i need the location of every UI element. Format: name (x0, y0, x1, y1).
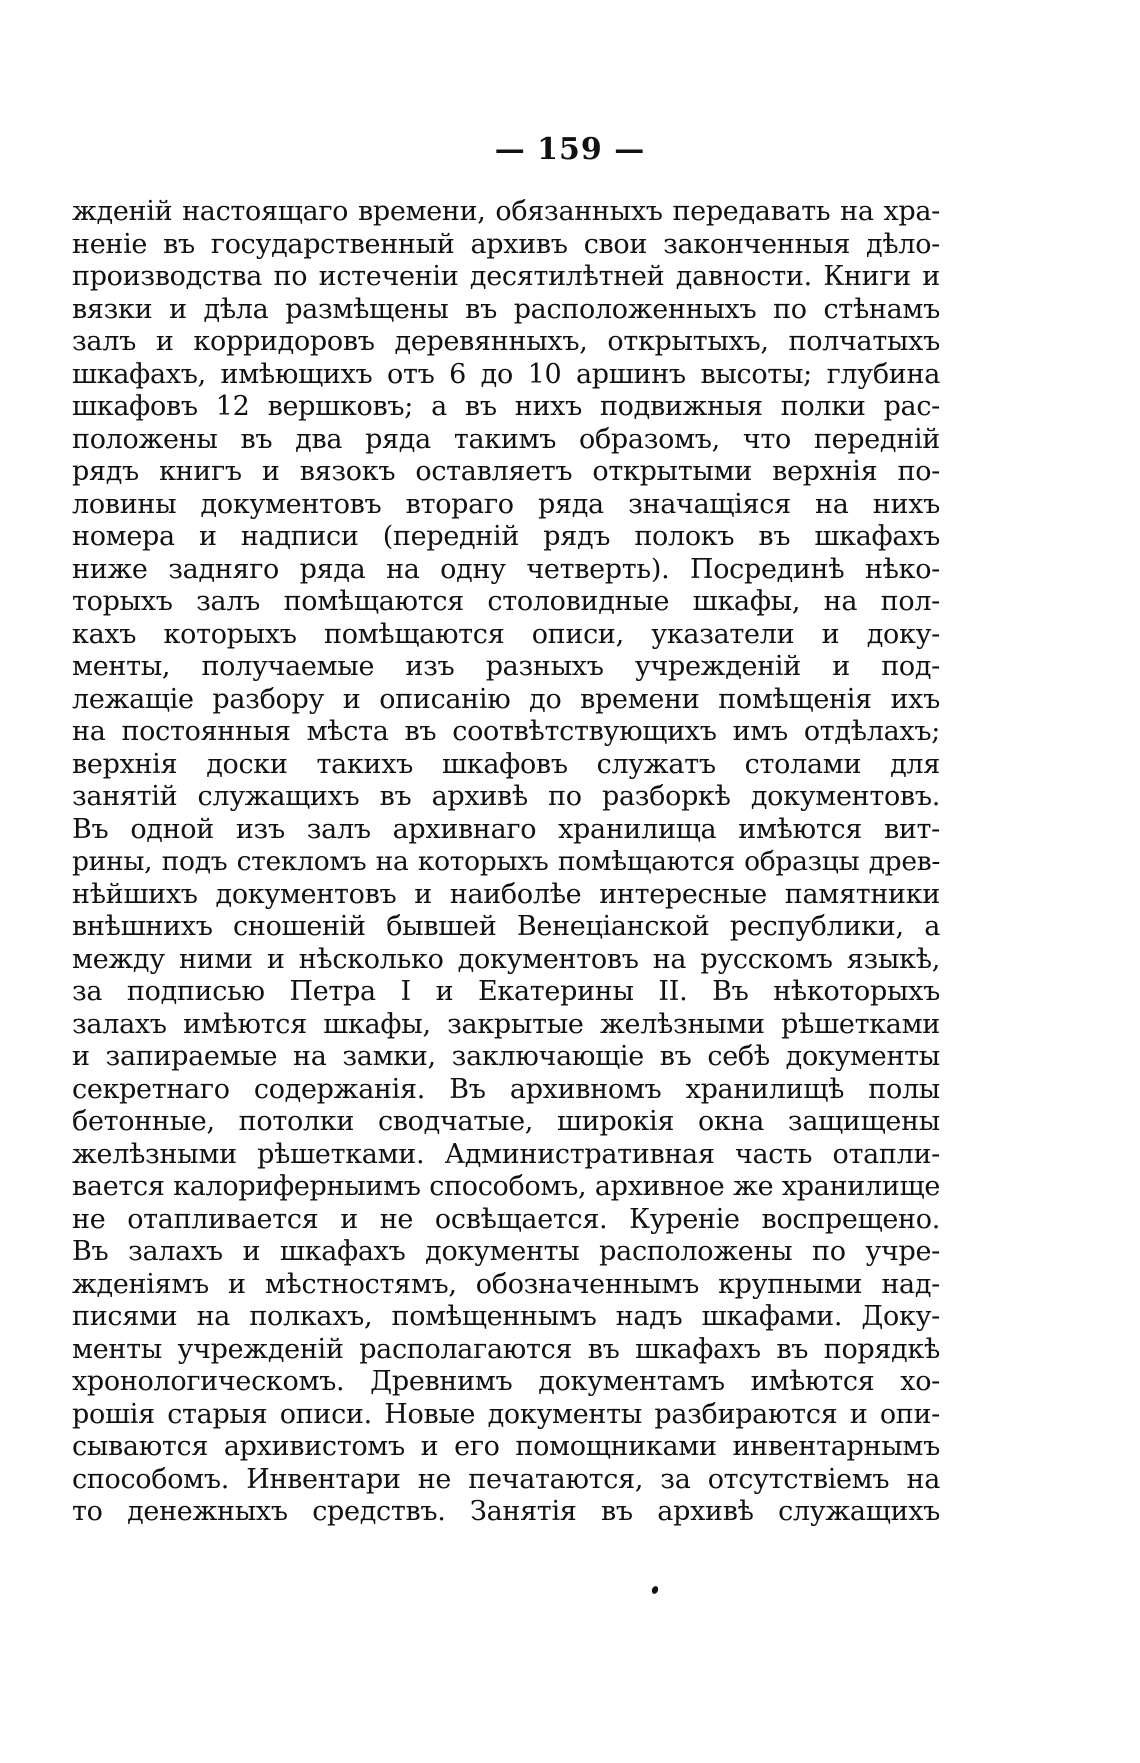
text-line: вязки и дѣла размѣщены въ расположенныхъ по стѣнамъ (72, 293, 940, 325)
text-line: жденіямъ и мѣстностямъ, обозначеннымъ крупными над- (72, 1268, 940, 1300)
text-line: способомъ. Инвентари не печатаются, за отсутствіемъ на (72, 1463, 940, 1495)
text-line: рошія старыя описи. Новые документы разбираются и опи- (72, 1398, 940, 1430)
text-line: положены въ два ряда такимъ образомъ, что передній (72, 423, 940, 455)
text-line: рины, подъ стекломъ на которыхъ помѣщаются образцы древ- (72, 846, 940, 877)
text-line: Въ залахъ и шкафахъ документы расположены по учре- (72, 1236, 940, 1267)
text-line: Въ одной изъ залъ архивнаго хранилища имѣются вит- (72, 813, 940, 845)
text-line: внѣшнихъ сношеній бывшей Венеціанской республики, а (72, 911, 940, 942)
text-line: за подписью Петра I и Екатерины II. Въ нѣкоторыхъ (72, 976, 940, 1007)
ink-speck (651, 1585, 660, 1595)
text-line: то денежныхъ средствъ. Занятія въ архивѣ служащихъ (72, 1496, 940, 1527)
text-line: и запираемые на замки, заключающіе въ себѣ документы (72, 1041, 940, 1072)
page-edge-mark (1050, 0, 1140, 4)
text-line: кахъ которыхъ помѣщаются описи, указатели и доку- (72, 618, 940, 650)
text-line: номера и надписи (передній рядъ полокъ въ шкафахъ (72, 521, 940, 552)
text-line: хронологическомъ. Древнимъ документамъ имѣются хо- (72, 1366, 940, 1397)
text-line: секретнаго содержанія. Въ архивномъ хранилищѣ полы (72, 1073, 940, 1105)
text-line: желѣзными рѣшетками. Административная часть отапли- (72, 1138, 940, 1170)
text-line: между ними и нѣсколько документовъ на русскомъ языкѣ, (72, 943, 940, 975)
body-text (72, 196, 940, 1529)
text-line: неніе въ государственный архивъ свои законченныя дѣло- (72, 228, 940, 260)
text-line: производства по истеченіи десятилѣтней давности. Книги и (72, 261, 940, 292)
text-line: ниже задняго ряда на одну четверть). Посрединѣ нѣко- (72, 553, 940, 585)
text-line: лежащіе разбору и описанію до времени помѣщенія ихъ (72, 683, 940, 715)
text-line: торыхъ залъ помѣщаются столовидные шкафы, на пол- (72, 586, 940, 617)
text-line: залъ и корридоровъ деревянныхъ, открытыхъ, полчатыхъ (72, 326, 940, 357)
text-line: бетонные, потолки сводчатые, широкія окна защищены (72, 1106, 940, 1137)
text-line: нѣйшихъ документовъ и наиболѣе интересные памятники (72, 878, 940, 910)
text-line: менты учрежденій располагаются въ шкафахъ въ порядкѣ (72, 1333, 940, 1365)
text-line: вается калориферныимъ способомъ, архивное же хранилище (72, 1171, 940, 1202)
text-line: не отапливается и не освѣщается. Куреніе воспрещено. (72, 1203, 940, 1235)
text-line: шкафахъ, имѣющихъ отъ 6 до 10 аршинъ высоты; глубина (72, 358, 940, 390)
text-line: ловины документовъ втораго ряда значащіяся на нихъ (72, 488, 940, 520)
text-line: на постоянныя мѣста въ соотвѣтствующихъ имъ отдѣлахъ; (72, 716, 940, 747)
text-line: писями на полкахъ, помѣщеннымъ надъ шкафами. Доку- (72, 1301, 940, 1332)
text-line: залахъ имѣются шкафы, закрытые желѣзными рѣшетками (72, 1008, 940, 1040)
page-number: — 159 — (494, 132, 646, 167)
text-line: сываются архивистомъ и его помощниками инвентарнымъ (72, 1431, 940, 1462)
text-line: менты, получаемые изъ разныхъ учрежденій и под- (72, 651, 940, 682)
text-line: рядъ книгъ и вязокъ оставляетъ открытыми верхнія по- (72, 456, 940, 487)
text-line: жденій настоящаго времени, обязанныхъ передавать на хра- (72, 196, 940, 227)
text-line: шкафовъ 12 вершковъ; а въ нихъ подвижныя полки рас- (72, 391, 940, 422)
text-line: занятій служащихъ въ архивѣ по разборкѣ документовъ. (72, 781, 940, 812)
text-line: верхнія доски такихъ шкафовъ служатъ столами для (72, 748, 940, 780)
